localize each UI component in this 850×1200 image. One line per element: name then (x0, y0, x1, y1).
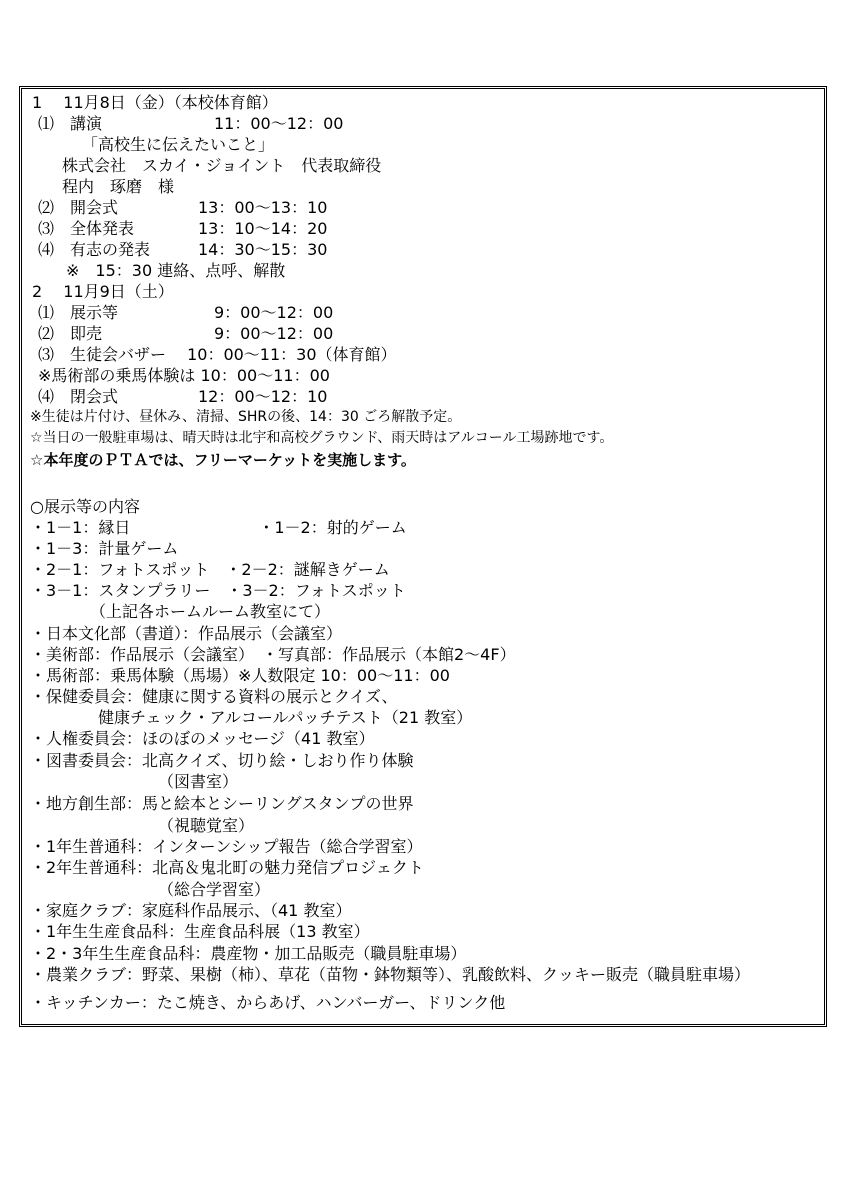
document-line: ⑴ 展示等 9：00～12：00 (38, 303, 334, 322)
document-line: （総合学習室） (158, 880, 271, 899)
document-line: ・3－1：スタンプラリー ・3－2：フォトスポット (30, 581, 406, 600)
document-line: ・2年生普通科：北高＆鬼北町の魅力発信プロジェクト (30, 858, 424, 877)
document-line: ※馬術部の乗馬体験は 10：00～11：00 (38, 366, 330, 385)
document-line: 1 11月8日（金）（本校体育館） (32, 93, 278, 112)
document-line: ・人権委員会：ほのぼのメッセージ（41 教室） (30, 729, 375, 748)
document-line: 程内 琢磨 様 (62, 177, 175, 196)
document-line: ・保健委員会：健康に関する資料の展示とクイズ、 (30, 687, 398, 706)
document-line: ・2・3年生生産食品科：農産物・加工品販売（職員駐車場） (30, 944, 467, 963)
document-line: （上記各ホームルーム教室にて） (90, 602, 331, 621)
document-line: ・農業クラブ：野菜、果樹（柿）、草花（苗物・鉢物類等）、乳酸飲料、クッキー販売（職員駐車場） (30, 965, 751, 984)
document-line: ⑵ 開会式 13：00～13：10 (38, 198, 328, 217)
document-line: （図書室） (158, 772, 239, 791)
document-line: ・1年生生産食品科：生産食品科展（13 教室） (30, 922, 370, 941)
document-line: ⑴ 講演 11：00～12：00 (38, 114, 344, 133)
document-line: ※生徒は片付け、昼休み、清掃、SHRの後、14：30 ごろ解散予定。 (30, 409, 462, 425)
document-line: ・1年生普通科：インターンシップ報告（総合学習室） (30, 837, 423, 856)
document-line: ・地方創生部：馬と絵本とシーリングスタンプの世界 (30, 794, 414, 813)
document-line: ⑶ 生徒会バザー 10：00～11：30（体育館） (38, 345, 397, 364)
document-line: ・1－3：計量ゲーム (30, 539, 179, 558)
document-line: 2 11月9日（土） (32, 282, 174, 301)
document-line: ⑷ 有志の発表 14：30～15：30 (38, 240, 328, 259)
document-line: 株式会社 スカイ・ジョイント 代表取締役 (62, 156, 382, 175)
document-line: 健康チェック・アルコールパッチテスト（21 教室） (98, 708, 473, 727)
document-line: ・家庭クラブ：家庭科作品展示、（41 教室） (30, 901, 352, 920)
document-line: ⑶ 全体発表 13：10～14：20 (38, 219, 328, 238)
document-line: ・2－1：フォトスポット ・2－2：謎解きゲーム (30, 560, 390, 579)
document-line: ⑷ 閉会式 12：00～12：10 (38, 387, 328, 406)
document-line: 「高校生に伝えたいこと」 (82, 135, 275, 154)
document-line: ・日本文化部（書道）：作品展示（会議室） (30, 624, 343, 643)
document-line: ⑵ 即売 9：00～12：00 (38, 324, 334, 343)
document-line: ※ 15：30 連絡、点呼、解散 (66, 261, 286, 280)
document-line: （視聴覚室） (158, 816, 255, 835)
document-line: ☆当日の一般駐車場は、晴天時は北宇和高校グラウンド、雨天時はアルコール工場跡地です。 (30, 430, 614, 446)
document-line: ○展示等の内容 (30, 497, 140, 516)
document-line: ・美術部：作品展示（会議室） ・写真部：作品展示（本館2～4F） (30, 645, 516, 664)
document-line: ・キッチンカー：たこ焼き、からあげ、ハンバーガー、ドリンク他 (30, 993, 506, 1012)
document-line: ・図書委員会：北高クイズ、切り絵・しおり作り体験 (30, 751, 414, 770)
document-line: ・馬術部：乗馬体験（馬場）※人数限定 10：00～11：00 (30, 666, 450, 685)
document-line: ・1－1：縁日 ・1－2：射的ゲーム (30, 518, 407, 537)
document-line: ☆本年度のＰＴＡでは、フリーマーケットを実施します。 (30, 451, 416, 469)
